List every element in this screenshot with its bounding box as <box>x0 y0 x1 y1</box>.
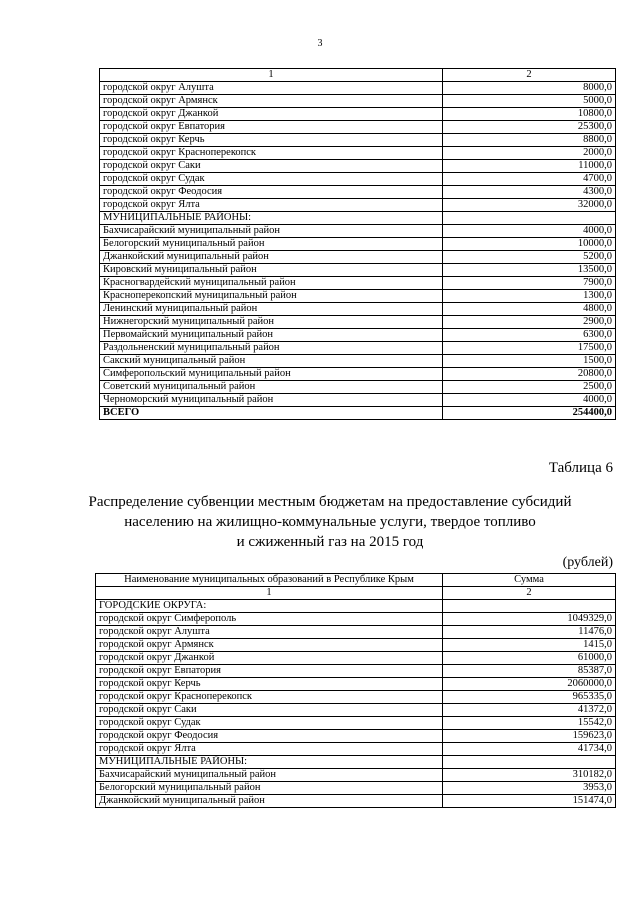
amount-cell: 25300,0 <box>443 121 616 134</box>
municipality-name: Джанкойский муниципальный район <box>96 795 443 808</box>
municipality-name: городской округ Ялта <box>96 743 443 756</box>
municipality-name: Красноперекопский муниципальный район <box>100 290 443 303</box>
municipality-name: городской округ Керчь <box>100 134 443 147</box>
municipality-name: городской округ Саки <box>96 704 443 717</box>
amount-cell: 2900,0 <box>443 316 616 329</box>
amount-cell: 2060000,0 <box>443 678 616 691</box>
amount-cell: 20800,0 <box>443 368 616 381</box>
amount-cell: 17500,0 <box>443 342 616 355</box>
municipality-name: городской округ Евпатория <box>100 121 443 134</box>
amount-cell: 15542,0 <box>443 717 616 730</box>
table-row <box>100 394 616 407</box>
amount-cell <box>443 600 616 613</box>
municipality-name: Красногвардейский муниципальный район <box>100 277 443 290</box>
table-row <box>100 264 616 277</box>
title-line: и сжиженный газ на 2015 год <box>236 534 424 550</box>
column-header-name: Наименование муниципальных образований в Республике Крым <box>96 574 443 587</box>
amount-cell: 1300,0 <box>443 290 616 303</box>
table-row <box>100 355 616 368</box>
amount-cell: 10000,0 <box>443 238 616 251</box>
table-row <box>100 173 616 186</box>
table-row <box>96 769 616 782</box>
table-row <box>96 626 616 639</box>
table-row <box>100 121 616 134</box>
municipality-name: городской округ Джанкой <box>96 652 443 665</box>
document-title <box>80 492 580 552</box>
municipality-name: Ленинский муниципальный район <box>100 303 443 316</box>
amount-cell: 13500,0 <box>443 264 616 277</box>
section-row <box>96 600 616 613</box>
municipality-name: ВСЕГО <box>100 407 443 420</box>
section-row <box>96 756 616 769</box>
amount-cell: 254400,0 <box>443 407 616 420</box>
municipality-name: Первомайский муниципальный район <box>100 329 443 342</box>
table-row <box>100 381 616 394</box>
section-row <box>100 212 616 225</box>
amount-cell: 310182,0 <box>443 769 616 782</box>
amount-cell: 8800,0 <box>443 134 616 147</box>
table-row <box>96 782 616 795</box>
municipality-name: городской округ Армянск <box>100 95 443 108</box>
table-row <box>100 134 616 147</box>
amount-cell: 4300,0 <box>443 186 616 199</box>
amount-cell <box>443 212 616 225</box>
municipality-name: городской округ Красноперекопск <box>96 691 443 704</box>
municipality-name: городской округ Джанкой <box>100 108 443 121</box>
table-row <box>96 717 616 730</box>
column-number: 1 <box>96 587 443 600</box>
section-heading: МУНИЦИПАЛЬНЫЕ РАЙОНЫ: <box>96 756 443 769</box>
table-row <box>100 199 616 212</box>
amount-cell: 85387,0 <box>443 665 616 678</box>
table-row <box>96 795 616 808</box>
municipality-name: Белогорский муниципальный район <box>100 238 443 251</box>
table-label: Таблица 6 <box>548 460 613 476</box>
subvention-table <box>95 573 616 808</box>
amount-cell: 5200,0 <box>443 251 616 264</box>
table-row <box>100 342 616 355</box>
amount-cell: 8000,0 <box>443 82 616 95</box>
amount-cell: 4000,0 <box>443 394 616 407</box>
municipality-name: городской округ Судак <box>96 717 443 730</box>
municipality-name: Белогорский муниципальный район <box>96 782 443 795</box>
municipality-name: Сакский муниципальный район <box>100 355 443 368</box>
amount-cell: 965335,0 <box>443 691 616 704</box>
column-number: 2 <box>443 587 616 600</box>
amount-cell: 6300,0 <box>443 329 616 342</box>
amount-cell: 1415,0 <box>443 639 616 652</box>
municipality-name: городской округ Армянск <box>96 639 443 652</box>
table-row <box>100 238 616 251</box>
amount-cell: 41734,0 <box>443 743 616 756</box>
municipality-name: Черноморский муниципальный район <box>100 394 443 407</box>
municipality-name: Кировский муниципальный район <box>100 264 443 277</box>
amount-cell: 3953,0 <box>443 782 616 795</box>
municipality-name: городской округ Алушта <box>100 82 443 95</box>
amount-cell: 2000,0 <box>443 147 616 160</box>
amount-cell: 11476,0 <box>443 626 616 639</box>
column-header-row <box>96 574 616 587</box>
table-row <box>100 316 616 329</box>
amount-cell <box>443 756 616 769</box>
amount-cell: 5000,0 <box>443 95 616 108</box>
municipality-name: городской округ Евпатория <box>96 665 443 678</box>
table-row <box>100 277 616 290</box>
table-row <box>96 691 616 704</box>
municipality-name: городской округ Судак <box>100 173 443 186</box>
municipality-name: городской округ Красноперекопск <box>100 147 443 160</box>
amount-cell: 4700,0 <box>443 173 616 186</box>
section-heading: МУНИЦИПАЛЬНЫЕ РАЙОНЫ: <box>100 212 443 225</box>
municipality-name: Раздольненский муниципальный район <box>100 342 443 355</box>
amount-cell: 61000,0 <box>443 652 616 665</box>
amount-cell: 1500,0 <box>443 355 616 368</box>
municipality-name: Бахчисарайский муниципальный район <box>100 225 443 238</box>
amount-cell: 2500,0 <box>443 381 616 394</box>
table-row <box>96 652 616 665</box>
table-row <box>100 368 616 381</box>
table-row <box>96 665 616 678</box>
table-row <box>100 160 616 173</box>
amount-cell: 4000,0 <box>443 225 616 238</box>
column-number: 1 <box>100 69 443 82</box>
currency-unit: (рублей) <box>562 555 613 570</box>
table-row <box>100 108 616 121</box>
column-header-sum: Сумма <box>443 574 616 587</box>
table-row <box>100 303 616 316</box>
municipality-name: Советский муниципальный район <box>100 381 443 394</box>
title-line: Распределение субвенции местным бюджетам на предоставление субсидий <box>88 494 572 510</box>
municipality-name: Джанкойский муниципальный район <box>100 251 443 264</box>
column-number: 2 <box>443 69 616 82</box>
table-row <box>100 95 616 108</box>
table-row <box>100 82 616 95</box>
section-heading: ГОРОДСКИЕ ОКРУГА: <box>96 600 443 613</box>
municipality-name: городской округ Саки <box>100 160 443 173</box>
table-row <box>100 329 616 342</box>
municipality-name: Симферопольский муниципальный район <box>100 368 443 381</box>
table-row <box>100 186 616 199</box>
municipality-name: городской округ Алушта <box>96 626 443 639</box>
amount-cell: 4800,0 <box>443 303 616 316</box>
amount-cell: 7900,0 <box>443 277 616 290</box>
table-row <box>96 704 616 717</box>
amount-cell: 32000,0 <box>443 199 616 212</box>
table-row <box>96 730 616 743</box>
total-row <box>100 407 616 420</box>
municipality-name: городской округ Феодосия <box>96 730 443 743</box>
page-number: 3 <box>317 38 323 49</box>
municipality-name: городской округ Феодосия <box>100 186 443 199</box>
municipality-name: городской округ Керчь <box>96 678 443 691</box>
amount-cell: 10800,0 <box>443 108 616 121</box>
table-row <box>100 147 616 160</box>
amount-cell: 11000,0 <box>443 160 616 173</box>
title-line: населению на жилищно-коммунальные услуги, твердое топливо <box>124 514 536 530</box>
table-row <box>100 225 616 238</box>
table-row <box>96 678 616 691</box>
municipality-name: городской округ Ялта <box>100 199 443 212</box>
table-row <box>100 290 616 303</box>
amount-cell: 41372,0 <box>443 704 616 717</box>
municipality-name: Бахчисарайский муниципальный район <box>96 769 443 782</box>
column-number-row <box>96 587 616 600</box>
table-row <box>96 613 616 626</box>
table-row <box>96 639 616 652</box>
table-row <box>96 743 616 756</box>
amount-cell: 159623,0 <box>443 730 616 743</box>
municipality-name: городской округ Симферополь <box>96 613 443 626</box>
subsidy-table-continued <box>99 68 616 420</box>
table-row <box>100 251 616 264</box>
amount-cell: 151474,0 <box>443 795 616 808</box>
column-number-row <box>100 69 616 82</box>
municipality-name: Нижнегорский муниципальный район <box>100 316 443 329</box>
amount-cell: 1049329,0 <box>443 613 616 626</box>
